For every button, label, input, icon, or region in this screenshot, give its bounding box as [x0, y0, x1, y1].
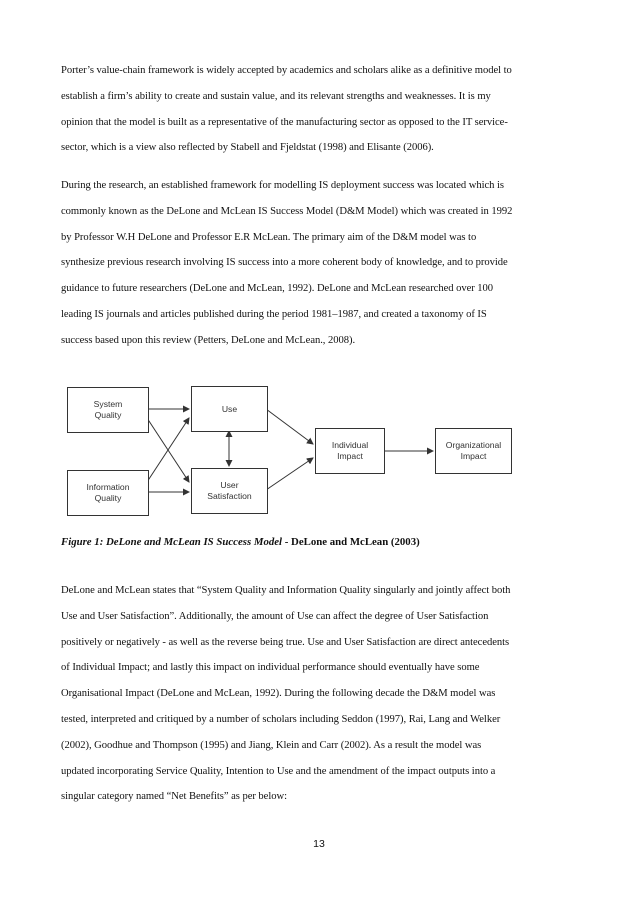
arrow-satisfaction-to-impact — [266, 458, 313, 490]
box-label: Individual Impact — [331, 440, 369, 461]
text-line: synthesize previous research involving IS success into a more coherent body of knowledge, and to provide — [61, 257, 508, 269]
page-number: 13 — [313, 838, 325, 850]
text-line: sector, which is a view also reflected by Stabell and Fjeldstat (1998) and Elisante (2006). — [61, 142, 434, 154]
paragraph-dm-model-intro — [61, 173, 581, 354]
text-line: guidance to future researchers (DeLone and McLean, 1992). DeLone and McLean researched over 100 — [61, 283, 494, 295]
box-label: Organizational Impact — [445, 440, 502, 461]
box-organizational-impact — [435, 428, 512, 474]
figure-caption — [61, 536, 420, 548]
text-line: opinion that the model is built as a representative of the manufacturing sector as opposed to the IT service- — [61, 116, 508, 128]
text-line: tested, interpreted and critiqued by a number of scholars including Seddon (1997), Rai, Lang and Welker — [61, 713, 501, 725]
box-system-quality — [67, 387, 149, 433]
text-line: Use and User Satisfaction”. Additionally, the amount of Use can affect the degree of User Satisfaction — [61, 610, 489, 622]
text-line: by Professor W.H DeLone and Professor E.R McLean. The primary aim of the D&M model was to — [61, 231, 477, 243]
text-line: singular category named “Net Benefits” as per below: — [61, 791, 287, 803]
box-label: Information Quality — [86, 482, 130, 503]
paragraph-porter — [61, 58, 581, 161]
text-line: leading IS journals and articles published during the period 1981–1987, and created a taxonomy of IS — [61, 308, 487, 320]
paragraph-dm-model-discussion — [61, 578, 581, 810]
text-line: Porter’s value-chain framework is widely accepted by academics and scholars alike as a definitive model to — [61, 65, 512, 76]
text-line: Organisational Impact (DeLone and McLean, 1992). During the following decade the D&M model was — [61, 688, 496, 700]
text-line: updated incorporating Service Quality, Intention to Use and the amendment of the impact outputs into a — [61, 765, 496, 777]
box-use — [191, 386, 268, 432]
box-individual-impact — [315, 428, 385, 474]
dm-success-model-diagram — [61, 384, 531, 520]
figure-caption-source: - DeLone and McLean (2003) — [282, 536, 420, 548]
box-label: Use — [221, 403, 238, 414]
figure-caption-title: Figure 1: DeLone and McLean IS Success Model — [61, 536, 283, 548]
text-line: establish a firm’s ability to create and sustain value, and its relevant strengths and weaknesses. It is my — [61, 90, 491, 102]
box-label: System Quality — [93, 399, 123, 420]
text-line: During the research, an established framework for modelling IS deployment success was located which is — [61, 180, 504, 191]
text-line: positively or negatively - as well as the reverse being true. Use and User Satisfaction are direct antecedents — [61, 636, 510, 648]
text-line: commonly known as the DeLone and McLean IS Success Model (D&M Model) which was created in 1992 — [61, 205, 513, 217]
box-label: User Satisfaction — [207, 480, 252, 501]
text-line: of Individual Impact; and lastly this impact on individual performance should eventually have some — [61, 662, 480, 674]
box-user-satisfaction — [191, 468, 268, 514]
text-line: success based upon this review (Petters, DeLone and McLean., 2008). — [61, 334, 356, 346]
box-information-quality — [67, 470, 149, 516]
text-line: (2002), Goodhue and Thompson (1995) and Jiang, Klein and Carr (2002). As a result the model was — [61, 739, 482, 751]
text-line: DeLone and McLean states that “System Quality and Information Quality singularly and jointly affect both — [61, 585, 511, 596]
arrow-use-to-impact — [266, 409, 313, 444]
